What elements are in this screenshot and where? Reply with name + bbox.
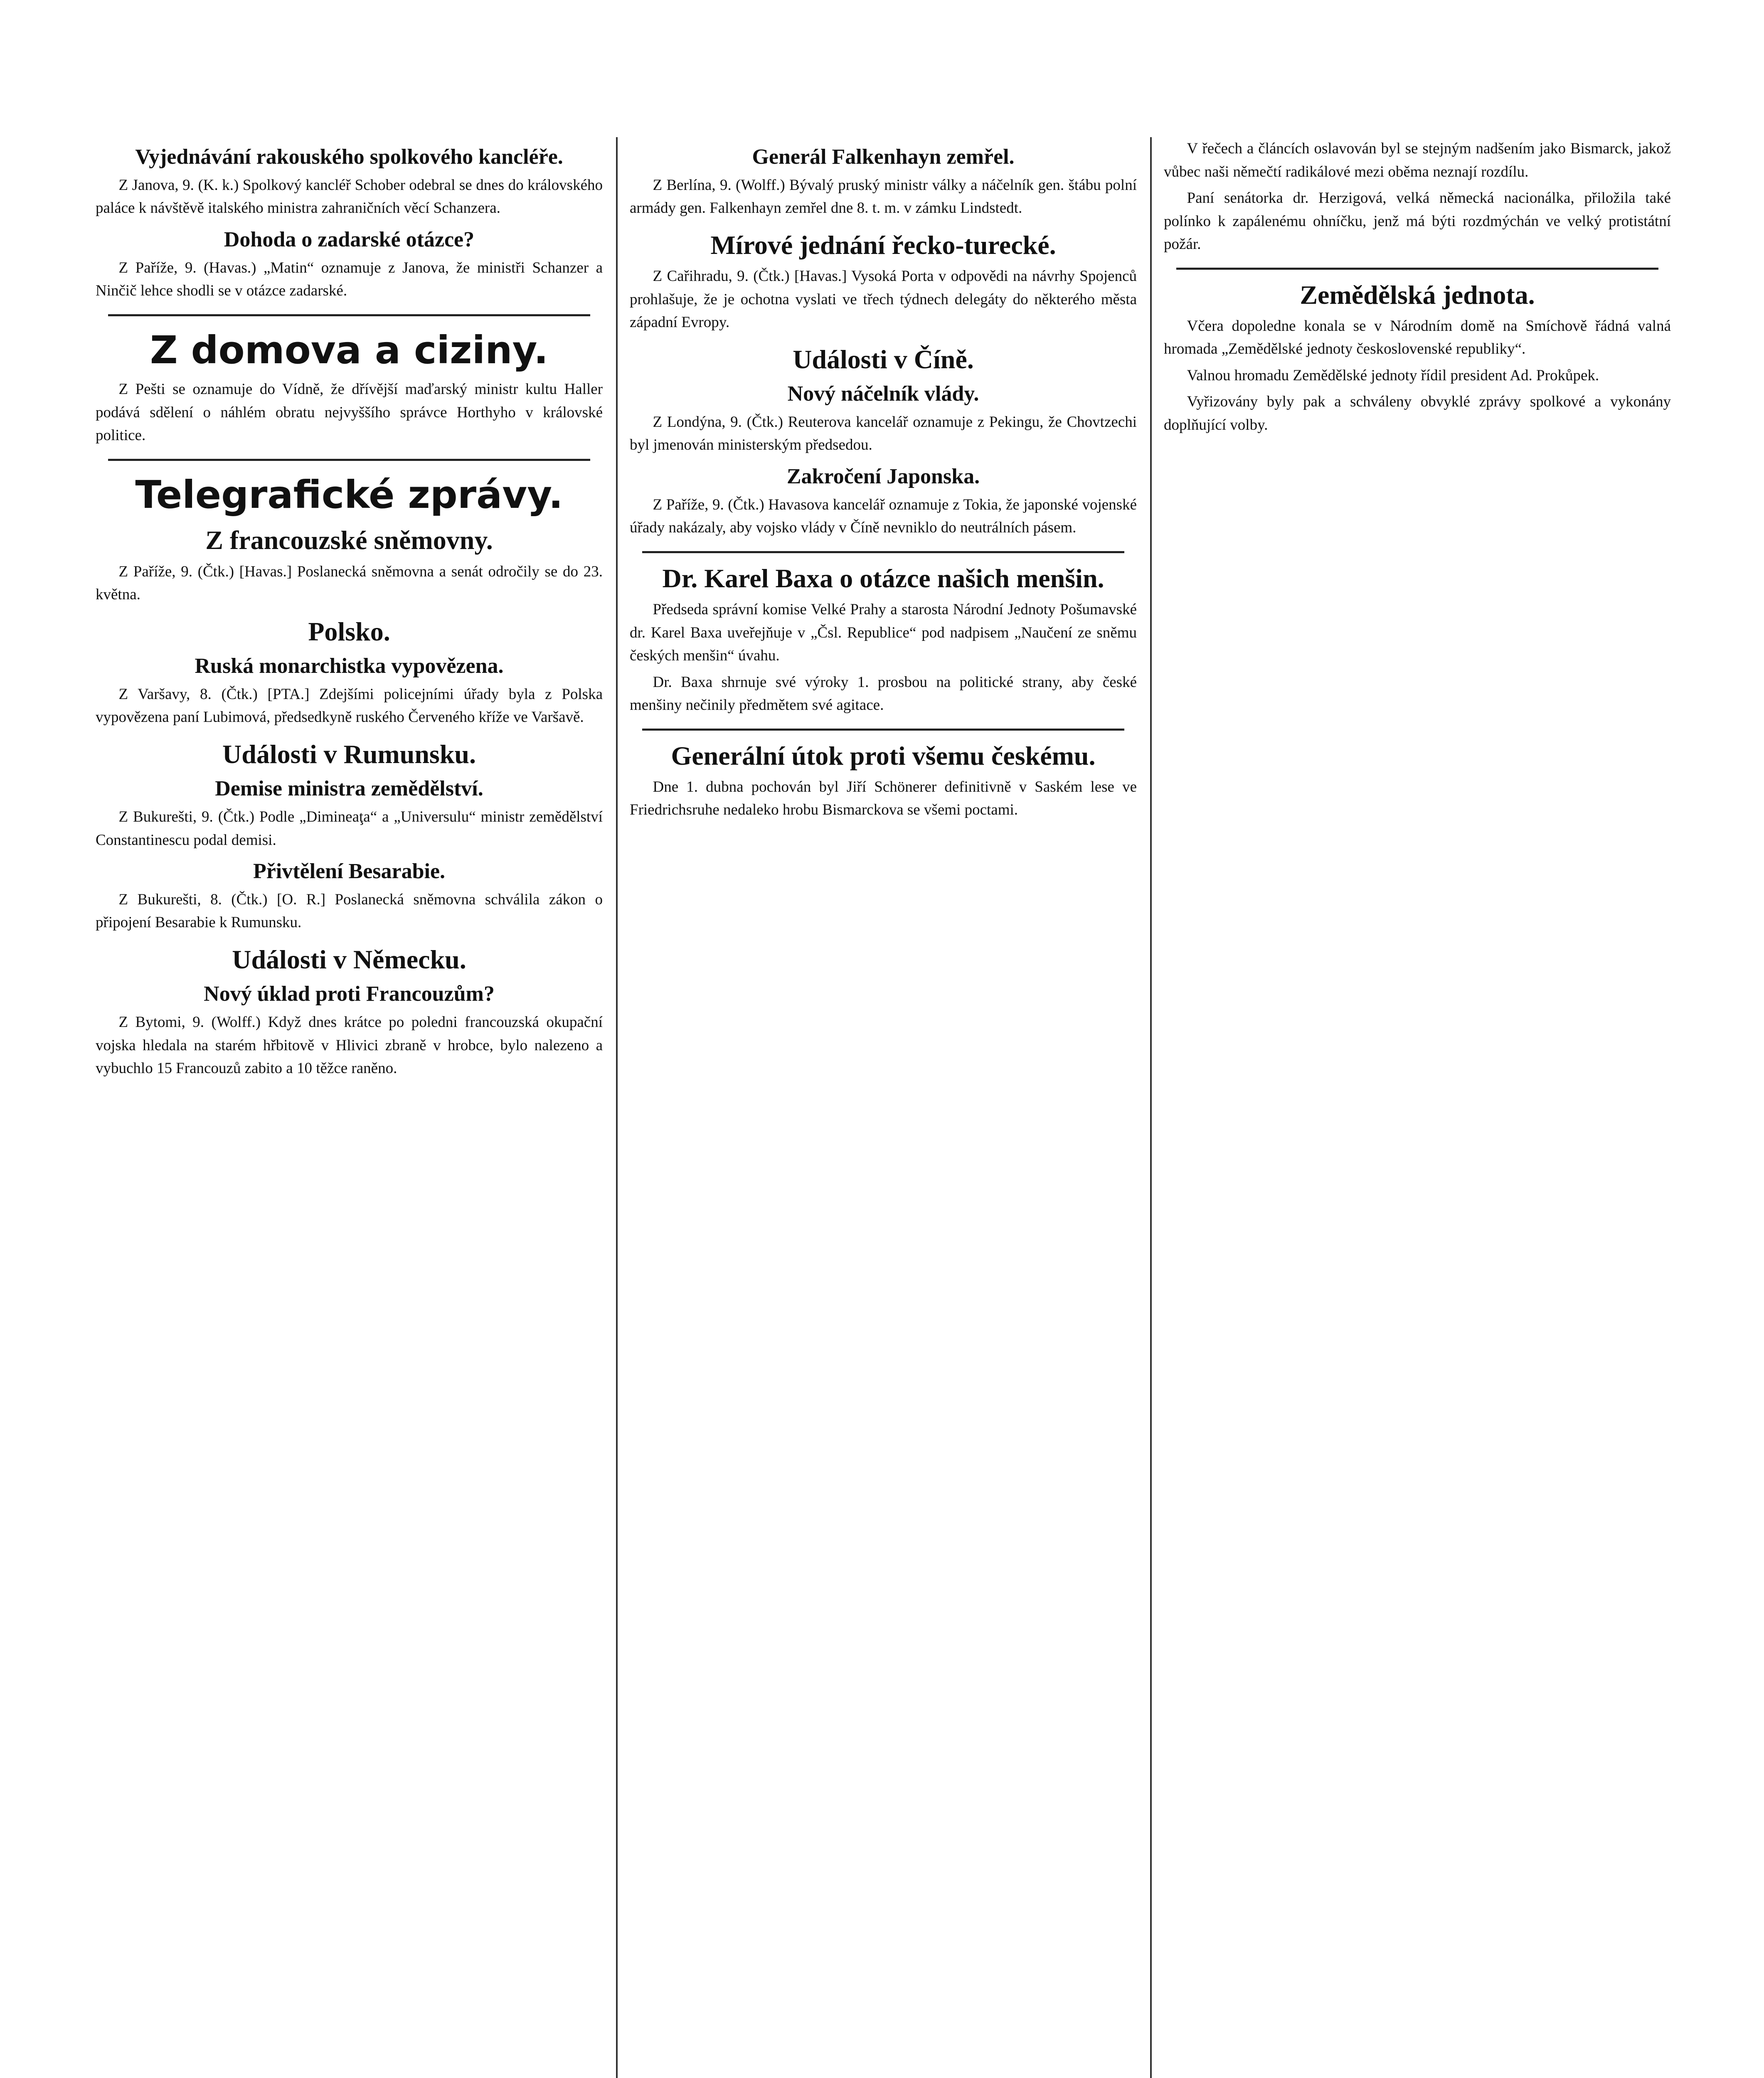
- article-headline: Dohoda o zadarské otázce?: [224, 227, 475, 251]
- article-text: Včera dopoledne konala se v Národním domě na Smíchově řádná valná hromada „Zemědělské jednoty československé republiky“.: [1164, 317, 1671, 358]
- section-headline: Z domova a ciziny.: [150, 327, 549, 372]
- article-subheadline: Přivtělení Besarabie.: [253, 859, 446, 884]
- article-text: Dne 1. dubna pochován byl Jiří Schönerer definitivně v Saském lese ve Friedrichsruhe nedaleko hrobu Bismarckova se všemi poctami.: [630, 778, 1137, 819]
- article-headline: Generální útok proti všemu českému.: [671, 741, 1096, 771]
- article-subheadline: Nový náčelník vlády.: [787, 382, 979, 406]
- article-text: Z Londýna, 9. (Čtk.) Reuterova kancelář oznamuje z Pekingu, že Chovtzechi byl jmenován ministerským předsedou.: [630, 413, 1137, 454]
- section-separator: [642, 551, 1124, 553]
- column-rule: [1150, 137, 1152, 2078]
- article-text: Z Paříže, 9. (Čtk.) Havasova kancelář oznamuje z Tokia, že japonské vojenské úřady nakázaly, aby vojsko vlády v Číně nevniklo do neutrálních pásem.: [630, 496, 1137, 537]
- article-headline: Vyjednávání rakouského spolkového kancléře.: [135, 145, 563, 169]
- article-headline: Události v Německu.: [232, 944, 466, 974]
- article-subheadline: Demise ministra zemědělství.: [215, 777, 483, 801]
- article-headline: Polsko.: [308, 616, 390, 646]
- article-text: Z Paříže, 9. (Havas.) „Matin“ oznamuje z Janova, že ministři Schanzer a Ninčič lehce shodli se v otázce zadarské.: [96, 259, 603, 300]
- article-text: Z Paříže, 9. (Čtk.) [Havas.] Poslanecká sněmovna a senát odročily se do 23. května.: [96, 563, 603, 603]
- article-text: Paní senátorka dr. Herzigová, velká německá nacionálka, přiložila také polínko k zapálenému ohníčku, jenž má býti rozdmýchán ve velký protistátní požár.: [1164, 190, 1671, 253]
- article-text: Předseda správní komise Velké Prahy a starosta Národní Jednoty Pošumavské dr. Karel Baxa uveřejňuje v „Čsl. Republice“ pod nadpisem „Naučení ze sněmu českých menšin“ úvahu.: [630, 601, 1137, 665]
- section-headline: Telegrafické zprávy.: [135, 472, 563, 517]
- article-headline: Dr. Karel Baxa o otázce našich menšin.: [662, 563, 1104, 593]
- article-text: Z Pešti se oznamuje do Vídně, že dřívější maďarský ministr kultu Haller podává sdělení o náhlém obratu nejvyššího správce Horthyho v královské politice.: [96, 381, 603, 444]
- article-headline: Události v Číně.: [793, 344, 974, 374]
- article-text: Z Bytomi, 9. (Wolff.) Když dnes krátce po poledni francouzská okupační vojska hledala na starém hřbitově v Hlivici zbraně v hrobce, bylo nalezeno a vybuchlo 15 Francouzů zabito a 10 těžce raněno.: [96, 1014, 603, 1077]
- section-separator: [108, 459, 590, 461]
- column-2: [630, 137, 1137, 2078]
- article-text: Z Varšavy, 8. (Čtk.) [PTA.] Zdejšími policejními úřady byla z Polska vypovězena paní Lubimová, předsedkyně ruského Červeného kříže ve Varšavě.: [96, 685, 603, 726]
- article-text: Z Bukurešti, 9. (Čtk.) Podle „Dimineaţa“ a „Universulu“ ministr zemědělství Constantinescu podal demisi.: [96, 808, 603, 849]
- article-subheadline: Ruská monarchistka vypovězena.: [195, 654, 504, 678]
- section-separator: [108, 314, 590, 316]
- column-rule: [616, 137, 618, 2078]
- column-1: [96, 137, 603, 2078]
- article-headline: Generál Falkenhayn zemřel.: [752, 145, 1015, 169]
- article-text: V řečech a článcích oslavován byl se stejným nadšením jako Bismarck, jakož vůbec naši němečtí radikálové mezi oběma neznají rozdílu.: [1164, 140, 1671, 180]
- article-subheadline: Nový úklad proti Francouzům?: [204, 982, 495, 1006]
- article-text: Dr. Baxa shrnuje své výroky 1. prosbou na politické strany, aby české menšiny nečinily předmětem své agitace.: [630, 673, 1137, 714]
- article-headline: Z francouzské sněmovny.: [205, 525, 493, 555]
- article-headline: Zemědělská jednota.: [1300, 280, 1535, 310]
- section-separator: [642, 729, 1124, 731]
- article-text: Z Cařihradu, 9. (Čtk.) [Havas.] Vysoká Porta v odpovědi na návrhy Spojenců prohlašuje, že je ochotna vyslati ve třech týdnech delegáty do některého města západní Evropy.: [630, 268, 1137, 331]
- article-headline: Události v Rumunsku.: [222, 739, 476, 769]
- article-headline: Mírové jednání řecko-turecké.: [710, 230, 1056, 260]
- article-text: Z Bukurešti, 8. (Čtk.) [O. R.] Poslanecká sněmovna schválila zákon o připojení Besarabie k Rumunsku.: [96, 891, 603, 931]
- article-text: Vyřizovány byly pak a schváleny obvyklé zprávy spolkové a vykonány doplňující volby.: [1164, 393, 1671, 433]
- article-text: Z Berlína, 9. (Wolff.) Bývalý pruský ministr války a náčelník gen. štábu polní armády gen. Falkenhayn zemřel dne 8. t. m. v zámku Lindstedt.: [630, 176, 1137, 217]
- page-body: [96, 137, 1671, 2078]
- article-text: Valnou hromadu Zemědělské jednoty řídil president Ad. Prokůpek.: [1187, 367, 1599, 384]
- article-subheadline: Zakročení Japonska.: [786, 464, 980, 488]
- article-text: Z Janova, 9. (K. k.) Spolkový kancléř Schober odebral se dnes do královského paláce k návštěvě italského ministra zahraničních věcí Schanzera.: [96, 176, 603, 217]
- section-separator: [1176, 268, 1658, 270]
- column-3: [1164, 137, 1671, 2078]
